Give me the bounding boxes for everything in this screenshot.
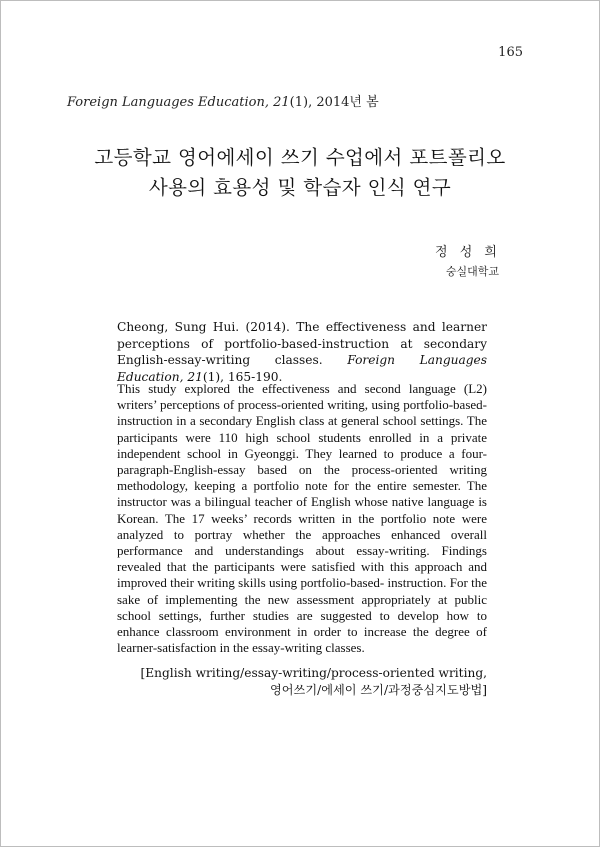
- citation-tail: (1), 165-190.: [202, 369, 283, 384]
- journal-issue-year: (1), 2014년 봄: [289, 95, 379, 110]
- paper-title: [1, 143, 599, 203]
- citation-journal: Foreign Languages Education, 21: [117, 353, 488, 384]
- title-line-2: 사용의 효용성 및 학습자 인식 연구: [148, 176, 452, 199]
- keywords-line-2: 영어쓰기/에세이 쓰기/과정중심지도방법]: [270, 683, 487, 697]
- keywords-line-1: [English writing/essay-writing/process-oriented writing,: [140, 666, 487, 680]
- journal-volume: 21: [273, 95, 290, 110]
- journal-name: Foreign Languages Education,: [67, 95, 269, 110]
- abstract: This study explored the effectiveness and second language (L2) writers’ perceptions of process-oriented writing, using portfolio‑based-instruction in a secondary English class at general school settings. The participants were 110 high school students enrolled in a private independent school in Gyeonggi. They learned to produce a four-paragraph-English-essay based on the process-oriented writing methodology, keeping a portfolio note for the entire semester. The instructor was a bilingual teacher of English whose native language is Korean. The 17 weeks’ records written in the portfolio note were analyzed to portray whether the approaches enhanced overall performance and understandings about essay-writing. Findings revealed that the participants were satisfied with this approach and improved their writing skills using portfolio‑based- instruction. For the sake of implementing the new assessment appropriately at public school settings, further studies are suggested to develop how to enhance classroom environment in order to increase the degree of learner-satisfaction in the essay-writing classes.: [117, 381, 487, 656]
- citation-text: Cheong, Sung Hui. (2014). The effectiveness and learner perceptions of portfolio-based-instruction at secondary English-essay-writing classes.: [117, 320, 487, 367]
- author-affiliation: 숭실대학교: [445, 265, 499, 278]
- journal-header: [67, 91, 379, 110]
- author-name: 정 성 희: [435, 245, 501, 260]
- title-line-1: 고등학교 영어에세이 쓰기 수업에서 포트폴리오: [94, 146, 506, 169]
- page-number: 165: [498, 45, 523, 60]
- keywords: [127, 665, 487, 699]
- citation: [117, 319, 487, 385]
